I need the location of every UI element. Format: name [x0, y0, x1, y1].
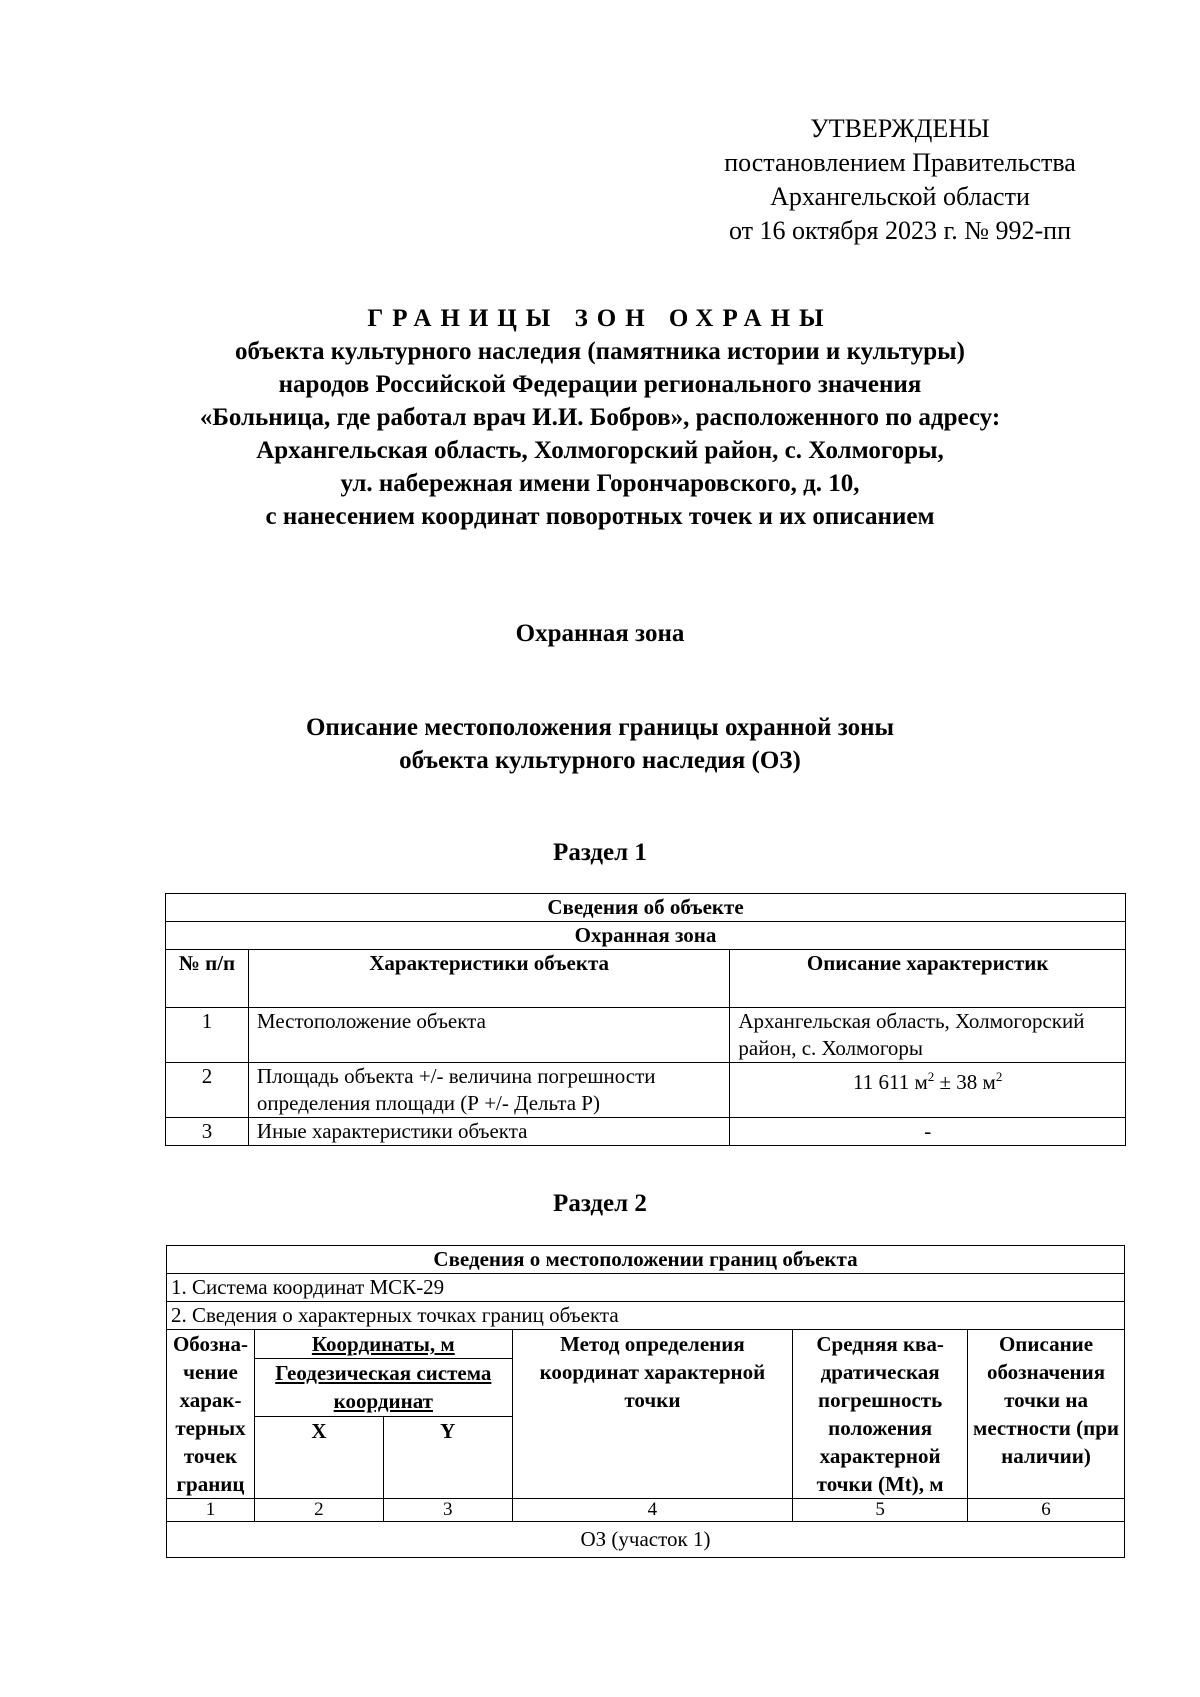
column-number: 3	[383, 1499, 512, 1522]
table-row	[166, 1063, 1126, 1118]
title-main: ГРАНИЦЫ ЗОН ОХРАНЫ	[367, 305, 833, 332]
column-number: 6	[968, 1499, 1125, 1522]
row-char: Площадь объекта +/- величина погрешности определения площади (Р +/- Дельта Р)	[248, 1063, 729, 1118]
title-line: с нанесением координат поворотных точек и их описанием	[265, 503, 935, 530]
col-char-header: Характеристики объекта	[248, 950, 729, 1008]
table-row	[166, 1118, 1126, 1146]
approval-line-1: УТВЕРЖДЕНЫ	[810, 114, 990, 143]
approval-stamp	[700, 112, 1100, 248]
table-row	[166, 1008, 1126, 1063]
points-info: 2. Сведения о характерных точках границ объекта	[167, 1302, 1125, 1330]
col-marking-header: Описание обозначения точки на местности (при наличии)	[968, 1330, 1125, 1499]
superscript: 2	[927, 1069, 935, 1084]
col-y-header: Y	[383, 1417, 512, 1499]
superscript: 2	[995, 1069, 1003, 1084]
approval-line-4: от 16 октября 2023 г. № 992-пп	[729, 216, 1071, 245]
boundary-info-table	[166, 1245, 1125, 1558]
title-line: Архангельская область, Холмогорский район, с. Холмогоры,	[256, 437, 944, 464]
title-line: народов Российской Федерации регионального значения	[278, 371, 922, 398]
col-method-header: Метод определения координат характерной точки	[512, 1330, 793, 1499]
column-number: 5	[793, 1499, 968, 1522]
row-char: Иные характеристики объекта	[248, 1118, 729, 1146]
row-num: 2	[166, 1063, 249, 1118]
row-desc: Архангельская область, Холмогорский район, с. Холмогоры	[730, 1008, 1126, 1063]
row-desc	[730, 1063, 1126, 1118]
col-num-header: № п/п	[166, 950, 249, 1008]
section1-heading: Раздел 1	[553, 839, 647, 866]
description-heading-line-2: объекта культурного наследия (ОЗ)	[399, 747, 801, 774]
title-line: «Больница, где работал врач И.И. Бобров», расположенного по адресу:	[199, 404, 1001, 431]
row-num: 3	[166, 1118, 249, 1146]
row-desc: -	[730, 1118, 1126, 1146]
col-designation-header: Обозна-чение харак-терных точек границ	[167, 1330, 255, 1499]
col-desc-header: Описание характеристик	[730, 950, 1126, 1008]
col-geodetic-header: Геодезическая система координат	[254, 1359, 512, 1417]
title-line: ул. набережная имени Горончаровского, д. 10,	[340, 470, 860, 497]
col-x-header: X	[254, 1417, 383, 1499]
column-numbers-row	[167, 1499, 1125, 1522]
document-title	[150, 302, 1050, 533]
area-label: ОЗ (участок 1)	[167, 1522, 1125, 1558]
boundary-table-title: Сведения о местоположении границ объекта	[167, 1246, 1125, 1274]
object-table-subtitle: Охранная зона	[166, 922, 1126, 950]
description-heading	[150, 711, 1050, 777]
column-number: 2	[254, 1499, 383, 1522]
title-line: объекта культурного наследия (памятника истории и культуры)	[234, 338, 965, 365]
approval-line-2: постановлением Правительства	[724, 148, 1076, 177]
area-error: ± 38 м	[934, 1070, 996, 1094]
zone-heading: Охранная зона	[515, 620, 685, 647]
row-char: Местоположение объекта	[248, 1008, 729, 1063]
column-number: 4	[512, 1499, 793, 1522]
col-coords-header: Координаты, м	[254, 1330, 512, 1359]
description-heading-line-1: Описание местоположения границы охранной зоны	[305, 714, 895, 741]
area-value: 11 611 м	[853, 1070, 928, 1094]
col-error-header: Средняя ква-дратическая погрешность положения характерной точки (Mt), м	[793, 1330, 968, 1499]
coordinate-system: 1. Система координат МСК-29	[167, 1274, 1125, 1302]
section2-heading: Раздел 2	[553, 1190, 647, 1217]
approval-line-3: Архангельской области	[770, 182, 1030, 211]
object-info-table	[165, 893, 1126, 1146]
column-number: 1	[167, 1499, 255, 1522]
object-table-title: Сведения об объекте	[166, 894, 1126, 922]
row-num: 1	[166, 1008, 249, 1063]
